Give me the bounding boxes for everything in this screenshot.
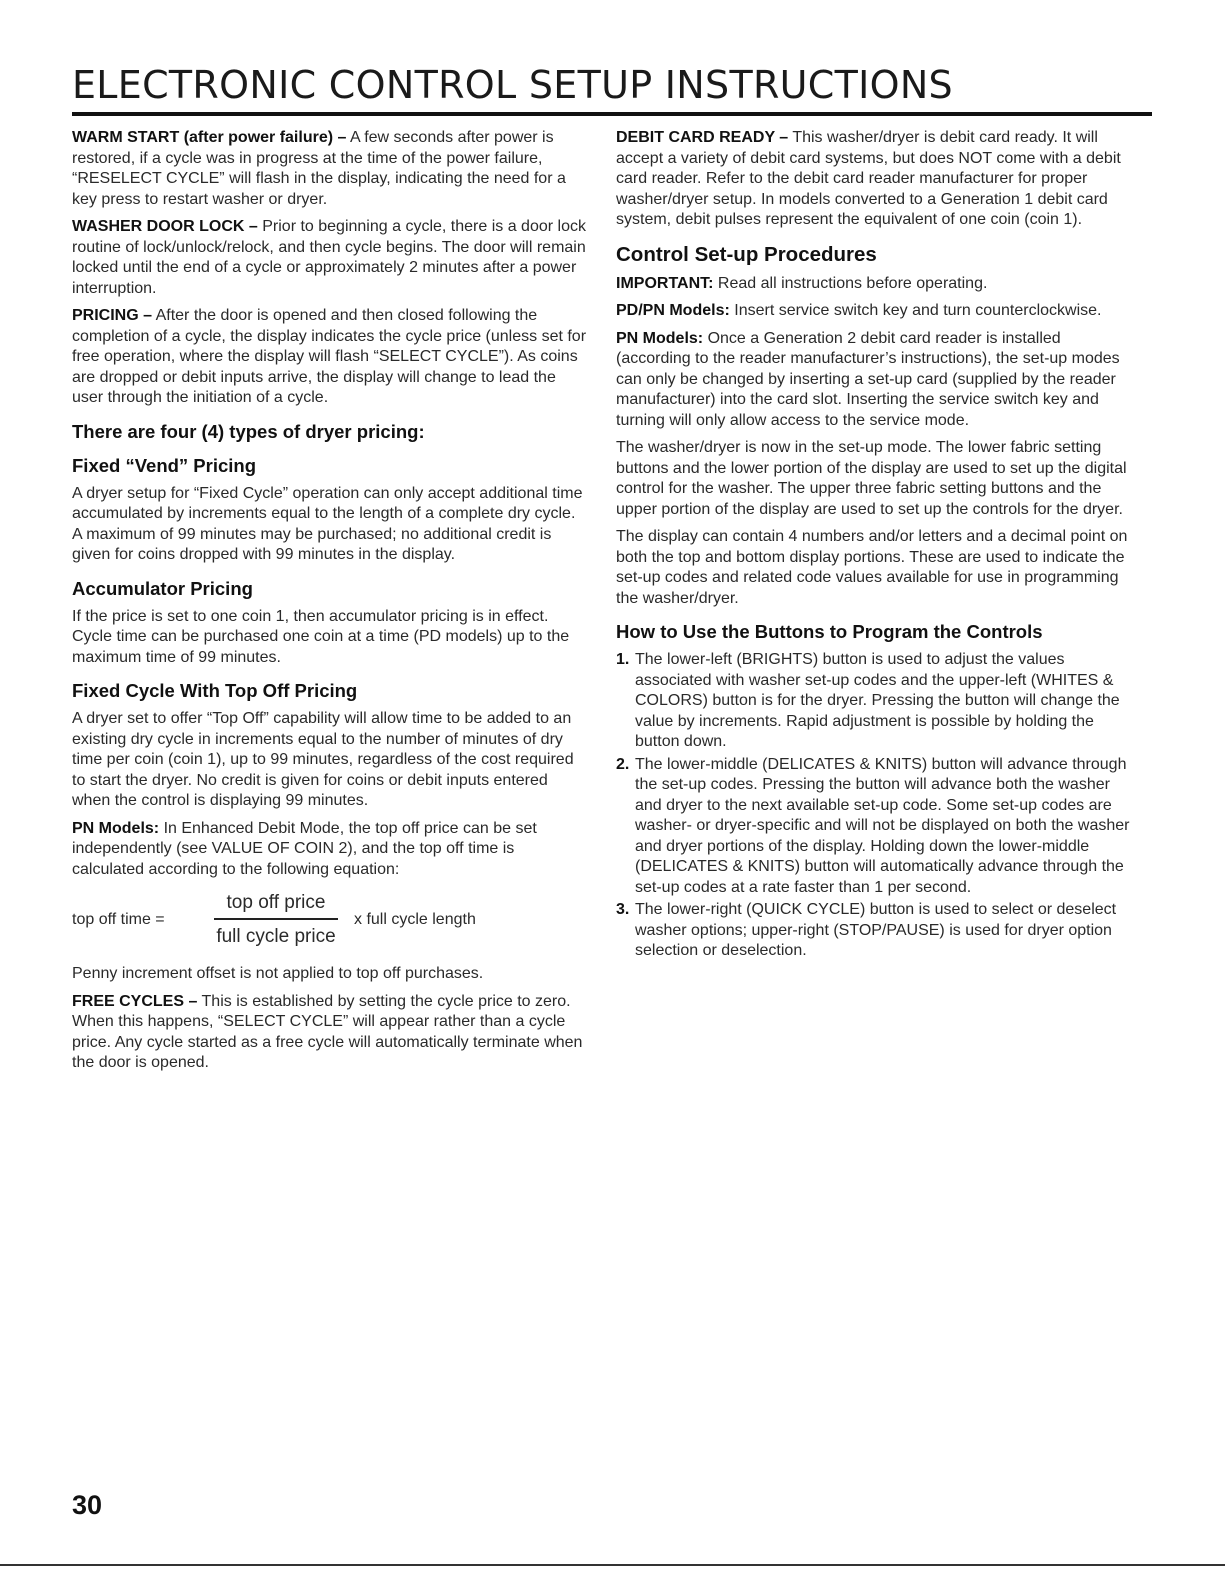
warm-start-text: A few seconds after power is restored, if a cycle was in progress at the time of the power failure, “RESELECT CYCLE” will flash in the display, indicating the need for a key press to restart washer or dryer. <box>72 129 566 208</box>
pn-models-lead: PN Models: <box>72 819 160 837</box>
free-cycles-lead: FREE CYCLES – <box>72 992 198 1010</box>
top-off-equation <box>72 892 588 948</box>
step-number: 3. <box>616 901 630 918</box>
door-lock-paragraph <box>72 217 588 299</box>
penny-note: Penny increment offset is not applied to top off purchases. <box>72 965 484 982</box>
bottom-rule <box>0 1564 1225 1566</box>
top-off-text: A dryer set to offer “Top Off” capability will allow time to be added to an existing dry cycle in increments equal to the number of minutes of dry time per coin (coin 1), up to 99 minutes, regardless of the cost required to start the dryer. No credit is given for coins or debit inputs entered when the control is displaying 99 minutes. <box>72 710 574 809</box>
equation-fraction <box>214 892 338 948</box>
display-paragraph: The display can contain 4 numbers and/or letters and a decimal point on both the top and bottom display portions. These are used to indicate the set-up codes and related code values available for use in programming the washer/dryer. <box>616 528 1128 607</box>
debit-card-paragraph <box>616 128 1130 231</box>
step-text: The lower-left (BRIGHTS) button is used to adjust the values associated with washer set-up codes and the upper-left (WHITES & COLORS) button is for the dryer. Pressing the button will change the value by increments. Rapid adjustment is possible by holding the button down. <box>635 651 1120 750</box>
pn-models-text: In Enhanced Debit Mode, the top off price can be set independently (see VALUE OF COIN 2), and the top off time is calculated according to the following equation: <box>72 819 537 878</box>
free-cycles-paragraph <box>72 992 588 1074</box>
equation-label: top off time = <box>72 910 165 928</box>
title-underline <box>72 112 1152 116</box>
pn-lead: PN Models: <box>616 329 704 347</box>
procedures-heading: Control Set-up Procedures <box>616 242 877 266</box>
top-off-heading: Fixed Cycle With Top Off Pricing <box>72 680 358 701</box>
pdpn-lead: PD/PN Models: <box>616 302 730 319</box>
equation-numerator: top off price <box>226 892 326 913</box>
right-column <box>616 128 1130 964</box>
debit-card-lead: DEBIT CARD READY – <box>616 129 789 146</box>
pdpn-text: Insert service switch key and turn counterclockwise. <box>729 302 1102 319</box>
door-lock-text: Prior to beginning a cycle, there is a door lock routine of lock/unlock/relock, and then cycle begins. The door will remain locked until the end of a cycle or approximately 2 minutes after a power interruption. <box>72 218 586 297</box>
step-text: The lower-middle (DELICATES & KNITS) button will advance through the set-up codes. Pressing the button will advance both the washer and dryer to the next available set-up code. Some set-up codes are washer- or dryer-specific and will not be displayed on both the washer and dryer portions of the display. Holding down the lower-middle (DELICATES & KNITS) button will automatically advance through the set-up codes at a rate faster than 1 per second. <box>635 755 1130 896</box>
step-number: 2. <box>616 755 630 773</box>
important-paragraph <box>616 274 1130 295</box>
pricing-types-heading: There are four (4) types of dryer pricing: <box>72 420 425 442</box>
pricing-text: After the door is opened and then closed following the completion of a cycle, the display indicates the cycle price (unless set for free operation, where the display will flash “SELECT CYCLE”). As coins are dropped or debit inputs arrive, the display will change to lead the user through the initiation of a cycle. <box>72 307 587 406</box>
accumulator-text: If the price is set to one coin 1, then accumulator pricing is in effect. Cycle time can be purchased one coin at a time (PD models) up to the maximum time of 99 minutes. <box>72 607 570 666</box>
step-text: The lower-right (QUICK CYCLE) button is used to select or deselect washer options; upper-right (STOP/PAUSE) is used for dryer option selection or deselection. <box>635 901 1117 959</box>
button-steps-list <box>616 650 1130 962</box>
fixed-vend-text: A dryer setup for “Fixed Cycle” operation can only accept additional time accumulated by increments equal to the length of a complete dry cycle. A maximum of 99 minutes may be purchased; no additional credit is given for coins dropped with 99 minutes in the display. <box>72 484 583 563</box>
page-number: 30 <box>72 1490 103 1520</box>
equation-denominator: full cycle price <box>216 926 336 947</box>
equation-multiplier: x full cycle length <box>354 910 476 928</box>
important-lead: IMPORTANT: <box>616 274 714 292</box>
page-title: ELECTRONIC CONTROL SETUP INSTRUCTIONS <box>72 63 953 107</box>
list-item <box>616 755 1130 899</box>
accumulator-heading: Accumulator Pricing <box>72 577 253 599</box>
buttons-heading: How to Use the Buttons to Program the Controls <box>616 621 1043 642</box>
free-cycles-text: This is established by setting the cycle price to zero. When this happens, “SELECT CYCLE” will appear rather than a cycle price. Any cycle started as a free cycle will automatically terminate when the door is opened. <box>72 992 583 1071</box>
pn-models-paragraph <box>72 819 588 881</box>
list-item <box>616 650 1130 753</box>
warm-start-lead: WARM START (after power failure) – <box>72 129 347 146</box>
left-column <box>72 128 588 1081</box>
list-item <box>616 900 1130 962</box>
debit-card-text: This washer/dryer is debit card ready. It will accept a variety of debit card systems, but does NOT come with a debit card reader. Refer to the debit card reader manufacturer for proper washer/dryer setup. In models converted to a Generation 1 debit card system, debit pulses represent the equivalent of one coin (coin 1). <box>616 129 1121 228</box>
fraction-bar <box>214 918 338 920</box>
pn-paragraph <box>616 329 1130 432</box>
pdpn-paragraph <box>616 301 1130 322</box>
step-number: 1. <box>616 651 630 668</box>
warm-start-paragraph <box>72 128 588 210</box>
setup-mode-paragraph: The washer/dryer is now in the set-up mode. The lower fabric setting buttons and the lower portion of the display are used to set up the digital control for the washer. The upper three fabric setting buttons and the upper portion of the display are used to set up the controls for the dryer. <box>616 439 1127 518</box>
important-text: Read all instructions before operating. <box>713 274 988 292</box>
door-lock-lead: WASHER DOOR LOCK – <box>72 218 258 235</box>
pricing-paragraph <box>72 306 588 409</box>
fixed-vend-heading: Fixed “Vend” Pricing <box>72 454 257 476</box>
pricing-lead: PRICING – <box>72 307 153 324</box>
pn-text: Once a Generation 2 debit card reader is installed (according to the reader manufacturer’s instructions), the set-up modes can only be changed by inserting a set-up card (supplied by the reader manufacturer) into the card slot. Inserting the service switch key and turning will only allow access to the service mode. <box>616 329 1120 429</box>
